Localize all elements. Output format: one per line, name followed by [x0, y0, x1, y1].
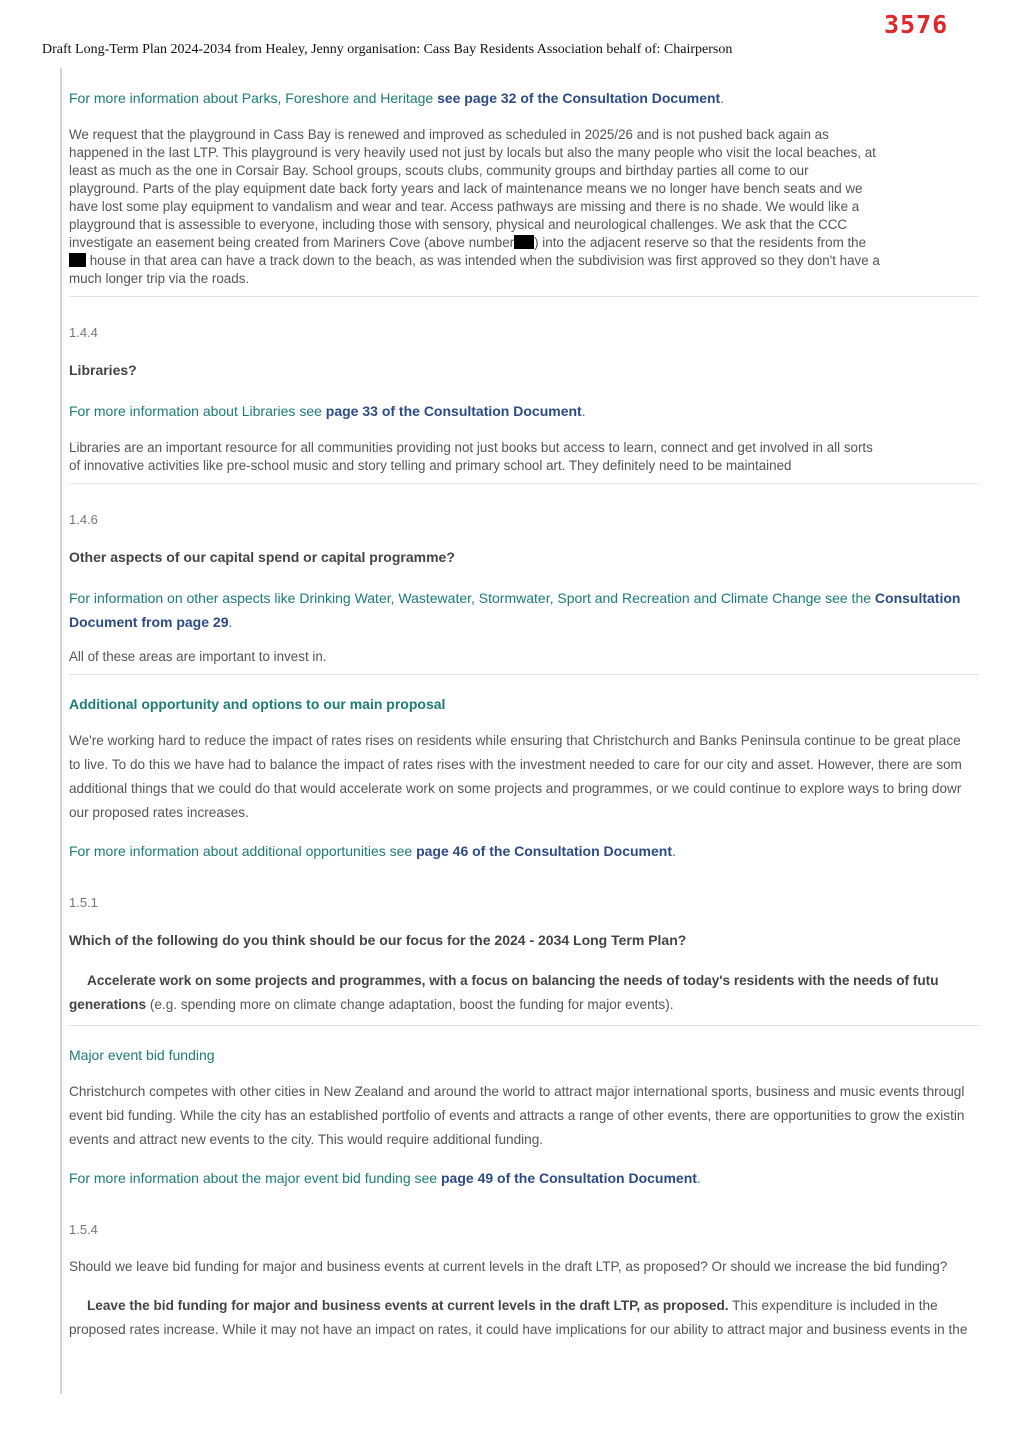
parks-info-text: For more information about Parks, Foreshore and Heritage [69, 90, 434, 106]
question-number: 1.5.4 [69, 1222, 98, 1237]
parks-info-suffix: . [720, 90, 725, 106]
additional-line: to live. To do this we have had to balance the impact of rates rises with the investment needed to care for our city and asset. However, there are som [69, 757, 962, 772]
additional-line: our proposed rates increases. [69, 805, 249, 820]
additional-info-link[interactable]: page 46 of the Consultation Document [416, 843, 672, 859]
major-event-info-text: For more information about the major event bid funding see [69, 1170, 438, 1186]
question-title: Libraries? [69, 362, 137, 378]
additional-info-text: For more information about additional opportunities see [69, 843, 413, 859]
document-header: Draft Long-Term Plan 2024-2034 from Healey, Jenny organisation: Cass Bay Residents Association behalf of: Chairperson [42, 42, 733, 57]
parks-response-line: playground. Parts of the play equipment date back forty years and lack of maintenance means we no longer have bench seats and we [69, 181, 863, 196]
parks-response-line: much longer trip via the roads. [69, 271, 250, 286]
left-border [60, 68, 62, 1394]
capital-info-suffix: . [228, 614, 233, 630]
capital-info-link[interactable]: Consultation [874, 590, 961, 606]
major-event-line: events and attract new events to the city. This would require additional funding. [69, 1132, 544, 1147]
additional-description [69, 729, 979, 825]
additional-line: We're working hard to reduce the impact of rates rises on residents while ensuring that Christchurch and Banks Peninsula continue to be great place [69, 733, 961, 748]
parks-info-link[interactable]: see page 32 of the Consultation Document [437, 90, 721, 106]
parks-line7-after: ) into the adjacent reserve so that the residents from the [534, 235, 867, 250]
parks-info [69, 88, 979, 108]
bid-answer-bold: Leave the bid funding for major and business events at current levels in the draft LTP, as proposed. [87, 1298, 729, 1313]
submission-content [69, 88, 979, 1342]
focus-answer [69, 969, 979, 1017]
parks-response [69, 126, 979, 288]
additional-line: additional things that we could do that would accelerate work on some projects and programmes, or we could continue to explore ways to bring dowr [69, 781, 962, 796]
parks-response-line [69, 234, 979, 252]
major-event-description [69, 1080, 979, 1152]
additional-info [69, 841, 979, 861]
libraries-response-line: Libraries are an important resource for all communities providing not just books but access to learn, connect and get involved in all sorts [69, 440, 873, 455]
libraries-info-suffix: . [581, 403, 586, 419]
focus-answer-rest: (e.g. spending more on climate change adaptation, boost the funding for major events). [146, 997, 674, 1012]
major-event-info-suffix: . [696, 1170, 701, 1186]
libraries-info-text: For more information about Libraries see [69, 403, 322, 419]
libraries-response [69, 439, 979, 475]
libraries-response-line: of innovative activities like pre-school music and story telling and primary school art. They definitely need to be maintained [69, 458, 792, 473]
major-event-info [69, 1168, 979, 1188]
bid-answer [69, 1294, 979, 1342]
major-event-info-link[interactable]: page 49 of the Consultation Document [441, 1170, 697, 1186]
libraries-info-link[interactable]: page 33 of the Consultation Document [325, 403, 582, 419]
question-number: 1.4.6 [69, 512, 98, 527]
parks-line7-before: investigate an easement being created from Mariners Cove (above number [69, 235, 515, 250]
parks-response-line: have lost some play equipment to vandalism and wear and tear. Access pathways are missing and there is no shade. We would like a [69, 199, 860, 214]
question-number: 1.4.4 [69, 325, 98, 340]
focus-answer-bold: generations [69, 997, 147, 1012]
question-title: Should we leave bid funding for major and business events at current levels in the draft LTP, as proposed? Or should we increase the bid funding? [69, 1259, 948, 1274]
question-number: 1.5.1 [69, 895, 98, 910]
parks-response-line: least as much as the one in Corsair Bay. School groups, scouts clubs, community groups and birthday parties all come to our [69, 163, 809, 178]
major-event-line: Christchurch competes with other cities in New Zealand and around the world to attract major international sports, business and music events througl [69, 1084, 965, 1099]
parks-response-line: We request that the playground in Cass Bay is renewed and improved as scheduled in 2025/26 and is not pushed back again as [69, 127, 829, 142]
additional-info-suffix: . [672, 843, 676, 859]
question-title: Which of the following do you think should be our focus for the 2024 - 2034 Long Term Plan? [69, 932, 687, 948]
subsection-title: Major event bid funding [69, 1047, 215, 1063]
bid-answer-rest: This expenditure is included in the [728, 1298, 938, 1313]
capital-info [69, 586, 979, 634]
parks-response-line: happened in the last LTP. This playground is very heavily used not just by locals but also the many people who visit the local beaches, at [69, 145, 876, 160]
major-event-line: event bid funding. While the city has an established portfolio of events and attracts a range of other events, there are opportunities to grow the existin [69, 1108, 965, 1123]
capital-info-text: For information on other aspects like Drinking Water, Wastewater, Stormwater, Sport and Recreation and Climate Change see the [69, 590, 872, 606]
libraries-info [69, 401, 979, 421]
bid-answer-line [69, 1294, 979, 1318]
focus-answer-bold: Accelerate work on some projects and programmes, with a focus on balancing the needs of today's residents with the needs of futu [87, 973, 939, 988]
capital-info-link[interactable]: Document from page 29 [69, 614, 229, 630]
parks-response-line: playground that is assessible to everyone, including those with sensory, physical and neurological challenges. We ask that the CCC [69, 217, 848, 232]
bid-answer-line: proposed rates increase. While it may not have an impact on rates, it could have implications for our ability to attract major and business events in the [69, 1322, 968, 1337]
section-title: Additional opportunity and options to our main proposal [69, 696, 446, 712]
parks-line8-after: house in that area can have a track down to the beach, as was intended when the subdivision was first approved so they don't have a [89, 253, 880, 268]
redaction-block [514, 235, 534, 249]
focus-answer-line [69, 993, 979, 1017]
parks-response-line [69, 252, 979, 270]
focus-answer-line [69, 969, 979, 993]
redaction-block [69, 253, 86, 267]
capital-response: All of these areas are important to invest in. [69, 649, 327, 664]
page-number: 3576 [884, 10, 949, 39]
question-title: Other aspects of our capital spend or capital programme? [69, 549, 455, 565]
